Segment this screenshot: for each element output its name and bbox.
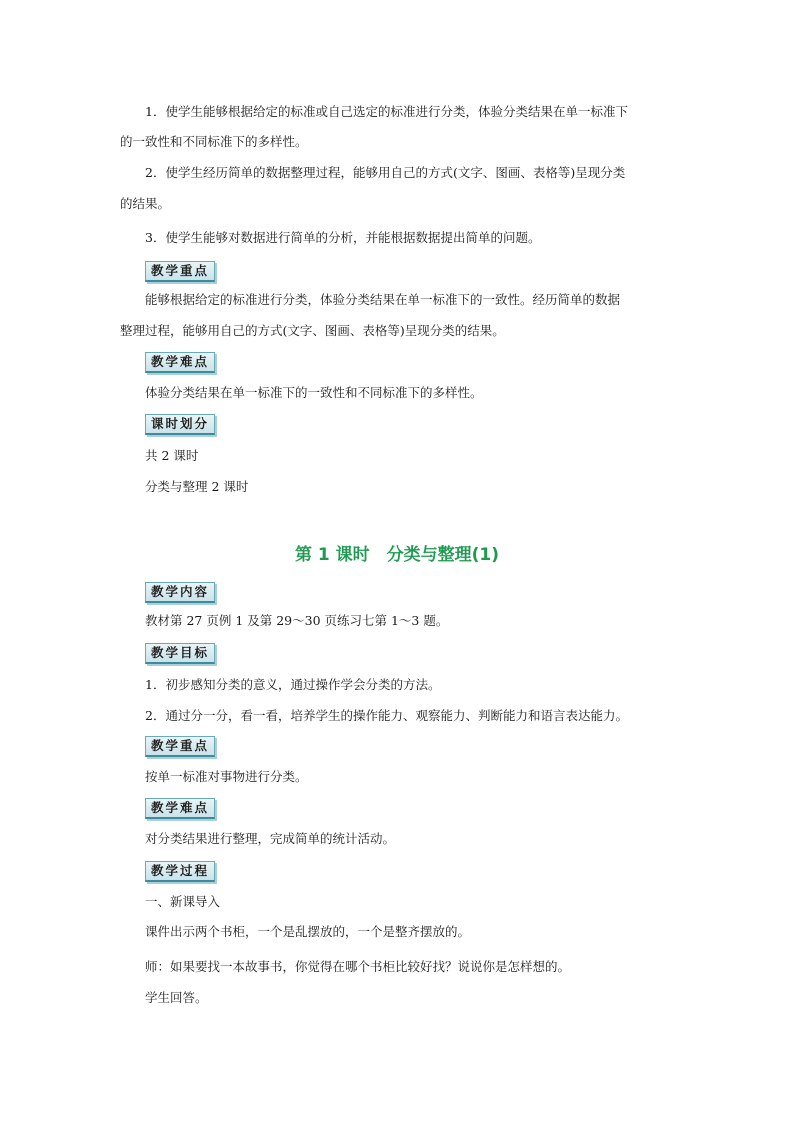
- key-points-line-2: 整理过程，能够用自己的方式(文字、图画、表格等)呈现分类的结果。: [120, 323, 505, 338]
- process-line-2: 师：如果要找一本故事书，你觉得在哪个书柜比较好找？说说你是怎样想的。: [145, 959, 571, 974]
- objective-item-1: 1．初步感知分类的意义，通过操作学会分类的方法。: [145, 677, 441, 692]
- tag-objectives: 教学目标: [145, 643, 215, 664]
- lesson-plan-total: 共 2 课时: [145, 448, 199, 463]
- tag-lesson-plan: 课时划分: [145, 414, 215, 435]
- section-title: 第 1 课时 分类与整理(1): [294, 545, 500, 565]
- objective-line-5: 3．使学生能够对数据进行简单的分析，并能根据数据提出简单的问题。: [145, 230, 541, 245]
- objective-line-1: 1．使学生能够根据给定的标准或自己选定的标准进行分类，体验分类结果在单一标准下: [145, 104, 628, 119]
- process-line-1: 课件出示两个书柜，一个是乱摆放的，一个是整齐摆放的。: [145, 924, 471, 939]
- tag-difficulties: 教学难点: [145, 352, 215, 373]
- key-point-text: 按单一标准对事物进行分类。: [145, 769, 308, 784]
- key-points-line-1: 能够根据给定的标准进行分类，体验分类结果在单一标准下的一致性。经历简单的数据: [145, 292, 621, 307]
- difficulty-text: 体验分类结果在单一标准下的一致性和不同标准下的多样性。: [145, 385, 483, 400]
- tag-content: 教学内容: [145, 582, 215, 603]
- process-step-heading: 一、新课导入: [145, 894, 221, 909]
- objective-line-3: 2．使学生经历简单的数据整理过程，能够用自己的方式(文字、图画、表格等)呈现分类: [145, 165, 626, 180]
- difficulty-text-2: 对分类结果进行整理，完成简单的统计活动。: [145, 831, 396, 846]
- tag-key-points: 教学重点: [145, 261, 215, 282]
- content-text: 教材第 27 页例 1 及第 29～30 页练习七第 1～3 题。: [145, 613, 449, 628]
- lesson-plan-detail: 分类与整理 2 课时: [145, 479, 249, 494]
- tag-difficulty: 教学难点: [145, 798, 215, 819]
- objective-line-2: 的一致性和不同标准下的多样性。: [120, 134, 308, 149]
- tag-process: 教学过程: [145, 861, 215, 882]
- process-line-3: 学生回答。: [145, 990, 208, 1005]
- objective-item-2: 2．通过分一分，看一看，培养学生的操作能力、观察能力、判断能力和语言表达能力。: [145, 708, 628, 723]
- objective-line-4: 的结果。: [120, 196, 171, 211]
- tag-key-point: 教学重点: [145, 736, 215, 757]
